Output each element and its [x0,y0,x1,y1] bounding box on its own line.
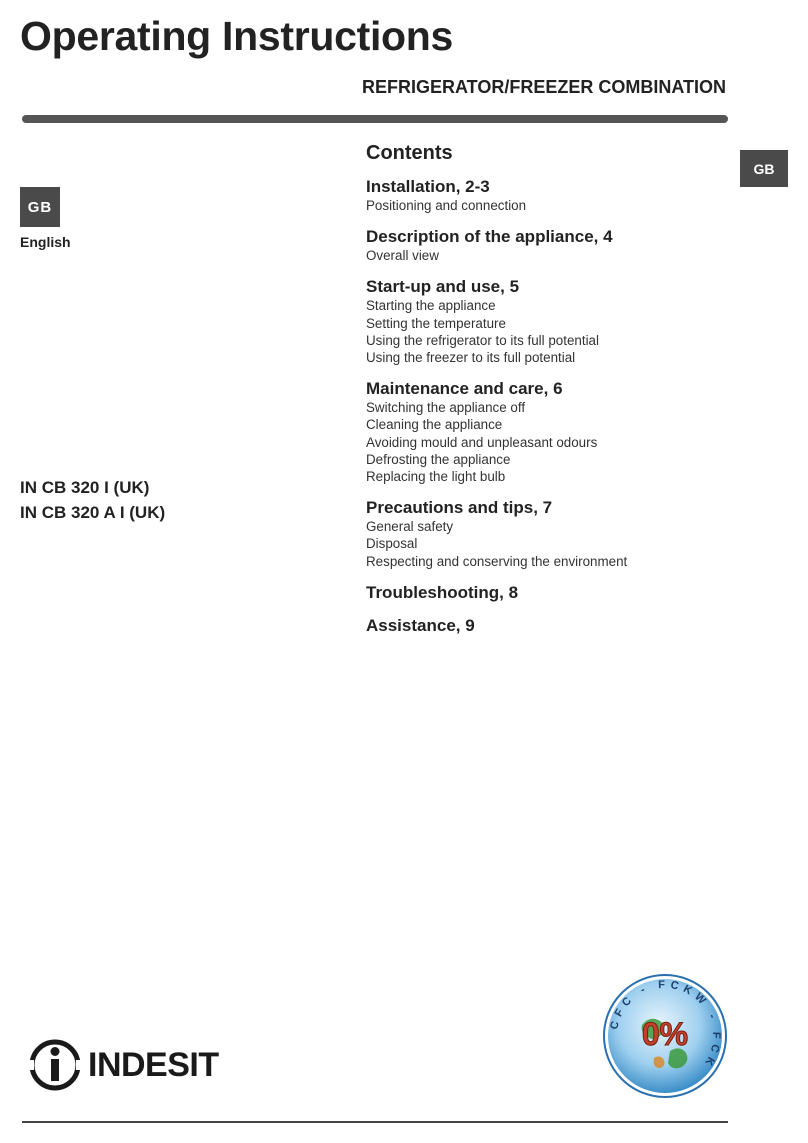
page-title: Operating Instructions [20,13,454,59]
page-subtitle: REFRIGERATOR/FREEZER COMBINATION [362,77,726,97]
toc-item: Overall view [366,248,439,264]
toc-item: Disposal [366,536,418,552]
toc-section-title: Start-up and use, 5 [366,277,520,297]
toc-section-title: Description of the appliance, 4 [366,227,613,247]
toc-item: Avoiding mould and unpleasant odours [366,434,598,450]
model-name: IN CB 320 I (UK) [20,478,150,497]
cfc-free-badge-icon [602,973,728,1099]
cfc-ring-text: CFC - FCKW - FCK [608,978,723,1072]
brand-logo [28,1038,219,1092]
toc-item: Switching the appliance off [366,400,526,416]
toc-item: General safety [366,519,454,535]
model-list [20,475,165,525]
table-of-contents [366,141,746,648]
toc-section-title: Troubleshooting, 8 [366,582,519,602]
model-name: IN CB 320 A I (UK) [20,503,166,522]
toc-item: Setting the temperature [366,315,506,331]
toc-section-assistance [366,615,746,636]
toc-section-installation [366,176,746,214]
footer-divider [22,1121,728,1123]
toc-section-troubleshooting [366,582,746,603]
brand-name: INDESIT [88,1046,219,1084]
toc-section-title: Installation, 2-3 [366,177,490,196]
language-badge: GB [20,187,60,227]
toc-section-title: Maintenance and care, 6 [366,379,563,399]
toc-section-startup [366,276,746,366]
header-divider [22,115,728,123]
toc-item: Respecting and conserving the environment [366,553,628,569]
toc-item: Replacing the light bulb [366,469,506,485]
toc-section-maintenance [366,378,746,485]
toc-section-precautions [366,497,746,570]
toc-item: Defrosting the appliance [366,451,511,467]
toc-item: Starting the appliance [366,298,496,314]
toc-item: Using the freezer to its full potential [366,350,576,366]
toc-item: Using the refrigerator to its full potential [366,332,599,348]
toc-item: Positioning and connection [366,198,527,213]
contents-heading: Contents [366,142,453,164]
toc-section-title: Assistance, 9 [366,615,475,635]
cfc-percentage: 0% [641,1016,689,1052]
indesit-logo-icon [28,1038,82,1092]
language-label: English [20,234,71,250]
toc-section-title: Precautions and tips, 7 [366,498,553,518]
toc-item: Cleaning the appliance [366,417,503,433]
toc-section-description [366,226,746,264]
language-side-tab: GB [740,150,788,187]
